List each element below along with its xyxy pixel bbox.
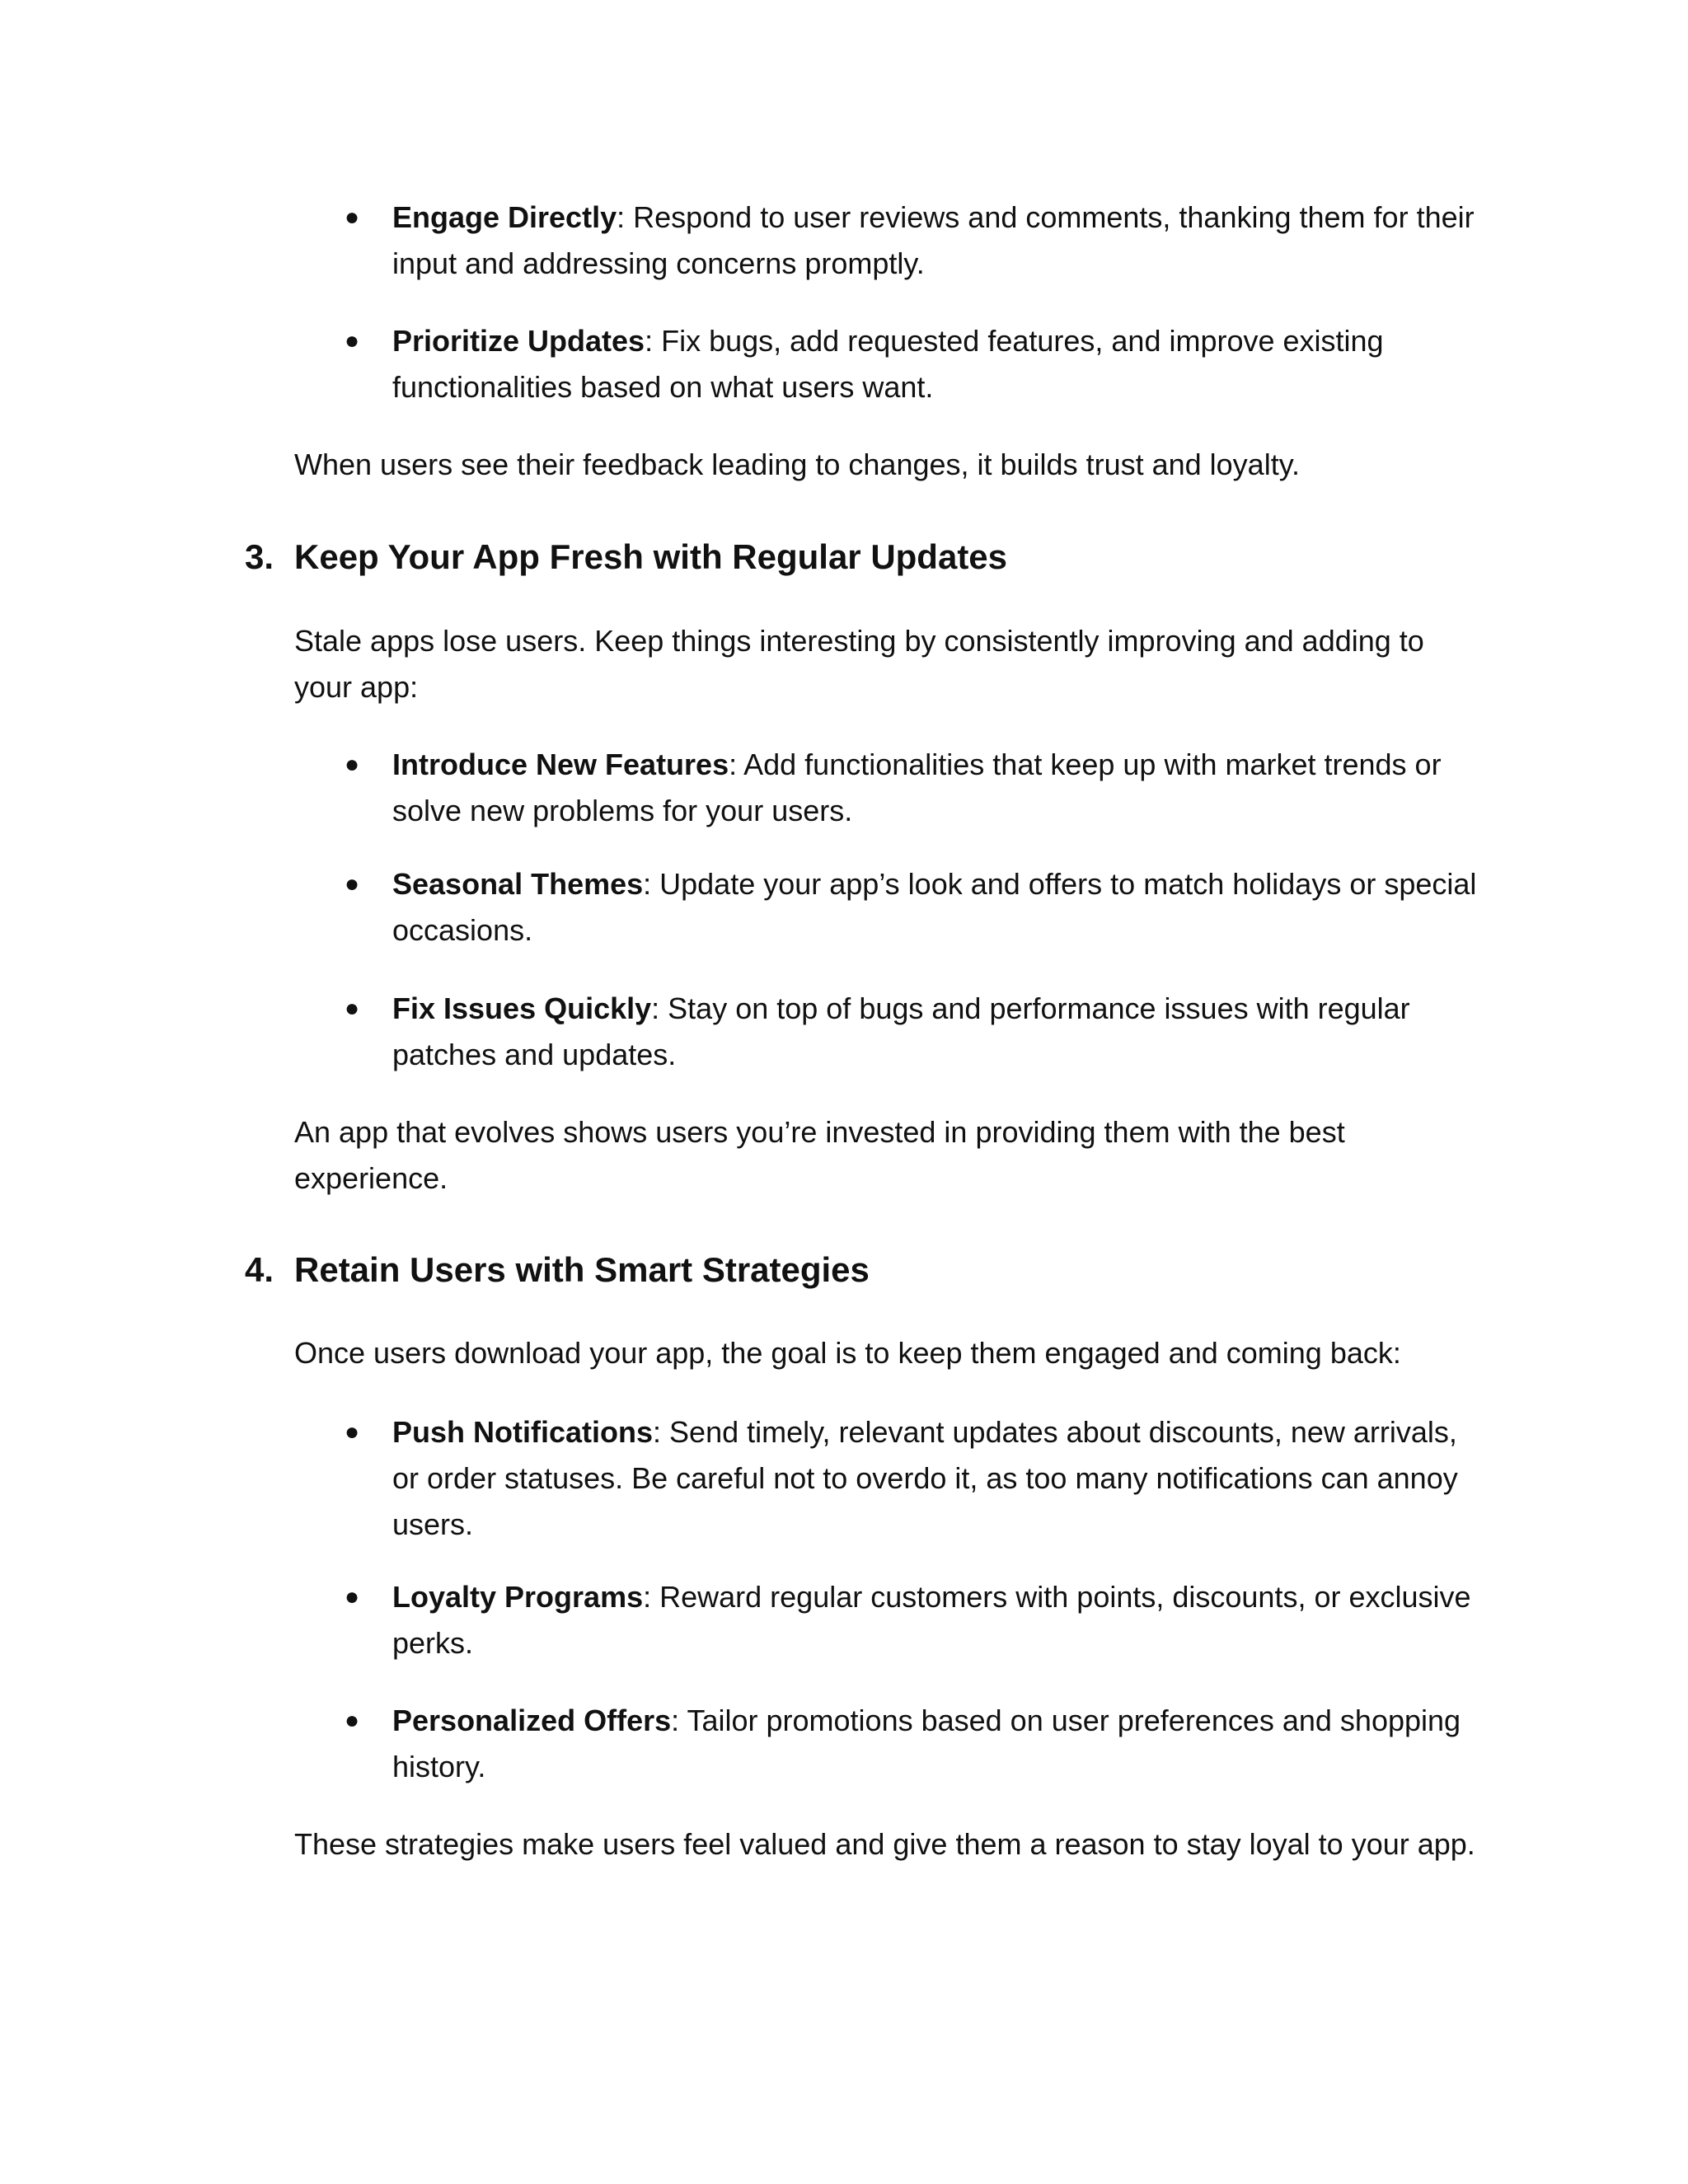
bullet-text <box>392 986 1490 1078</box>
section-4-intro-paragraph: Once users download your app, the goal is to keep them engaged and coming back: <box>294 1336 1401 1370</box>
bullet-description: : Add functionalities that keep up with market trends or solve new problems for your users. <box>392 748 1442 827</box>
bullet-item-engage-directly <box>345 194 1490 287</box>
bullet-text <box>392 318 1490 410</box>
bullet-term: Fix Issues Quickly <box>392 991 652 1025</box>
section-4-closing-paragraph: These strategies make users feel valued and give them a reason to stay loyal to your app. <box>294 1827 1475 1861</box>
section-3-intro-paragraph: Stale apps lose users. Keep things interesting by consistently improving and adding to your app: <box>294 624 1424 704</box>
bullet-description: : Fix bugs, add requested features, and improve existing functionalities based on what users want. <box>392 324 1384 404</box>
bullet-text <box>392 1574 1490 1666</box>
bullet-text <box>392 194 1490 287</box>
bullet-description: : Tailor promotions based on user preferences and shopping history. <box>392 1704 1461 1783</box>
bullet-term: Push Notifications <box>392 1415 654 1449</box>
bullet-term: Prioritize Updates <box>392 324 645 358</box>
bullet-dot: ● <box>345 995 360 1022</box>
bullet-term: Personalized Offers <box>392 1704 672 1737</box>
bullet-text <box>392 861 1490 954</box>
bullet-dot: ● <box>345 751 360 778</box>
bullet-text <box>392 1698 1490 1790</box>
bullet-text <box>392 1409 1490 1548</box>
bullet-item-seasonal-themes <box>345 861 1490 954</box>
bullet-term: Engage Directly <box>392 200 617 234</box>
bullet-description: : Stay on top of bugs and performance issues with regular patches and updates. <box>392 991 1410 1071</box>
bullet-description: : Reward regular customers with points, discounts, or exclusive perks. <box>392 1580 1471 1660</box>
bullet-term: Seasonal Themes <box>392 867 644 901</box>
bullet-description: : Update your app’s look and offers to match holidays or special occasions. <box>392 867 1477 947</box>
section-2-closing-paragraph: When users see their feedback leading to changes, it builds trust and loyalty. <box>294 448 1301 481</box>
bullet-dot: ● <box>345 1707 360 1734</box>
bullet-term: Introduce New Features <box>392 748 729 781</box>
bullet-item-loyalty-programs <box>345 1574 1490 1666</box>
bullet-description: : Send timely, relevant updates about discounts, new arrivals, or order statuses. Be careful not to overdo it, as too many notifications can annoy users. <box>392 1415 1458 1541</box>
bullet-item-fix-issues-quickly <box>345 986 1490 1078</box>
section-3-heading <box>245 532 1481 582</box>
bullet-dot: ● <box>345 1583 360 1610</box>
bullet-text <box>392 742 1490 834</box>
bullet-dot: ● <box>345 1418 360 1446</box>
section-4-heading <box>245 1245 1481 1295</box>
bullet-dot: ● <box>345 870 360 898</box>
section-3-number: 3. <box>245 537 274 576</box>
bullet-description: : Respond to user reviews and comments, thanking them for their input and addressing concerns promptly. <box>392 200 1475 280</box>
section-4-title: Retain Users with Smart Strategies <box>294 1250 870 1289</box>
bullet-term: Loyalty Programs <box>392 1580 644 1614</box>
section-4-number: 4. <box>245 1250 274 1289</box>
bullet-item-push-notifications <box>345 1409 1490 1548</box>
bullet-item-prioritize-updates <box>345 318 1490 410</box>
bullet-item-personalized-offers <box>345 1698 1490 1790</box>
section-3-title: Keep Your App Fresh with Regular Updates <box>294 537 1008 576</box>
bullet-dot: ● <box>345 204 360 231</box>
bullet-item-introduce-new-features <box>345 742 1490 834</box>
bullet-dot: ● <box>345 327 360 354</box>
section-3-closing-paragraph: An app that evolves shows users you’re invested in providing them with the best experience. <box>294 1115 1345 1195</box>
